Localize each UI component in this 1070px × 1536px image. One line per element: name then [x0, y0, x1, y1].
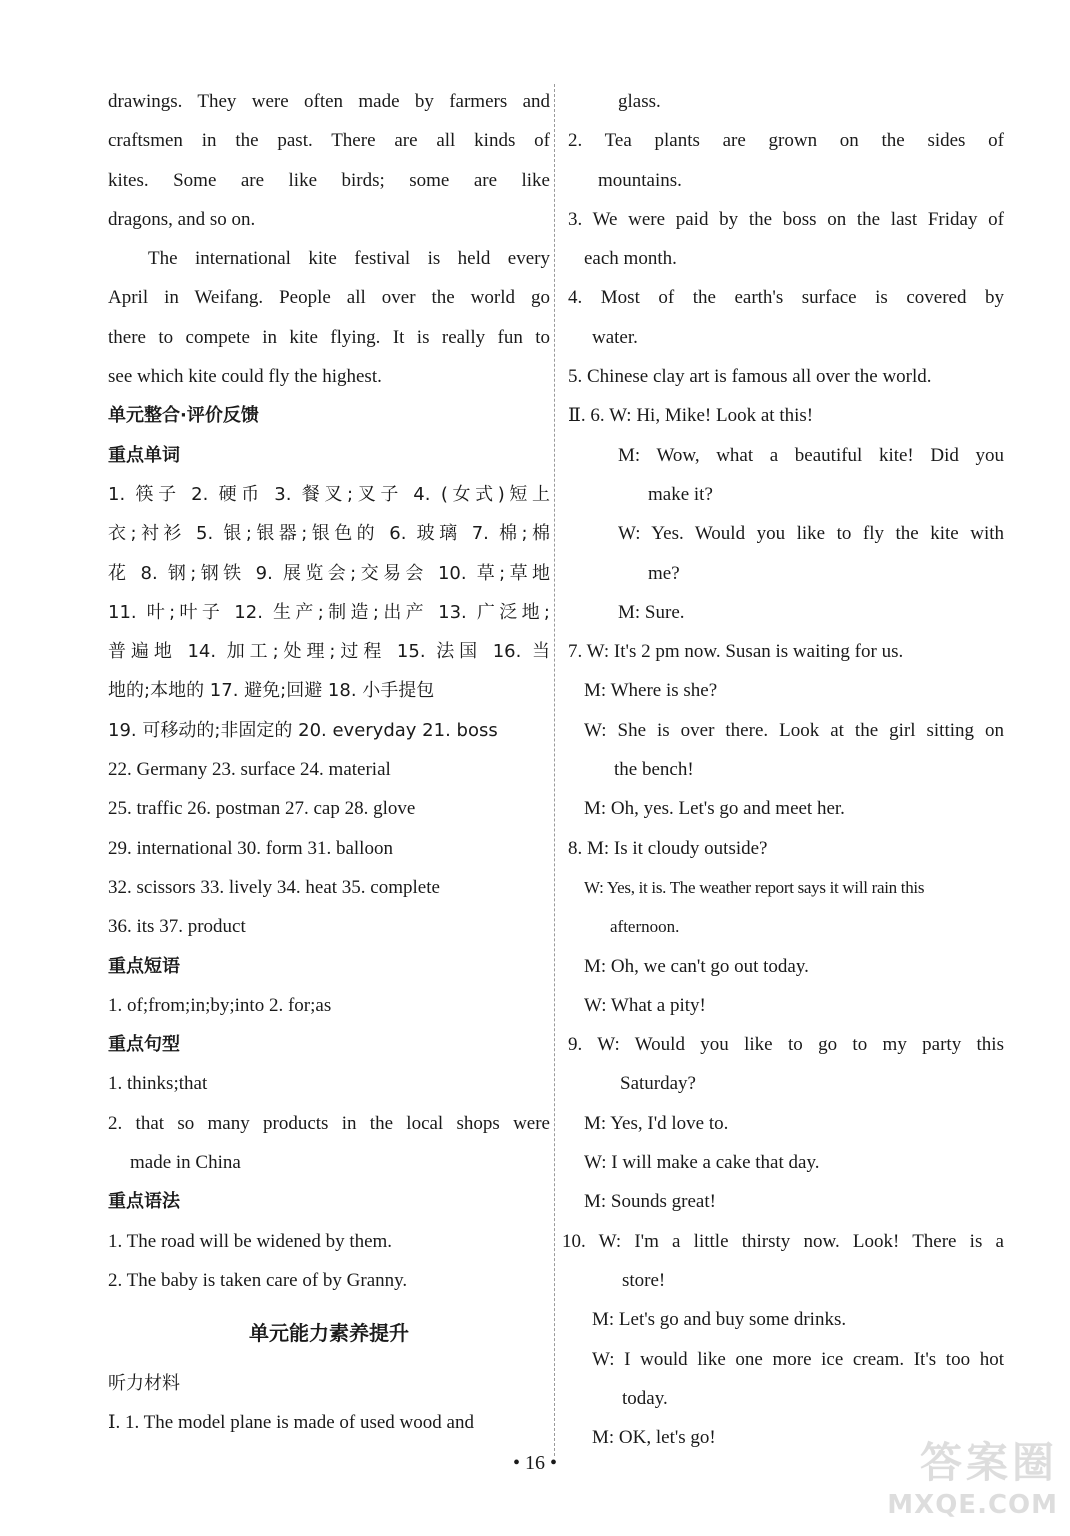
- watermark-top: 答案圈: [919, 1438, 1058, 1487]
- passage-line: kites. Some are like birds; some are like: [108, 169, 550, 191]
- left-column: [108, 82, 550, 1442]
- vocab-line: 地的;本地的 17. 避免;回避 18. 小手提包: [108, 680, 435, 702]
- answer-line: water.: [592, 326, 638, 348]
- passage-line: craftsmen in the past. There are all kinds of: [108, 130, 550, 152]
- answer-line: make it?: [648, 483, 713, 505]
- answer-line: M: Let's go and buy some drinks.: [592, 1309, 847, 1331]
- answer-line: 10. W: I'm a little thirsty now. Look! There is a: [562, 1230, 1004, 1252]
- answer-line: W: She is over there. Look at the girl sitting on: [584, 719, 1004, 741]
- listening-line: Ⅰ. 1. The model plane is made of used wood and: [108, 1411, 474, 1433]
- right-column: [562, 82, 1004, 1457]
- vocab-line: 普遍地 14. 加工;处理;过程 15. 法国 16. 当: [108, 641, 550, 663]
- grammar-line: 1. The road will be widened by them.: [108, 1230, 393, 1252]
- answer-line: Saturday?: [620, 1073, 696, 1095]
- listening-heading: 听力材料: [108, 1372, 180, 1394]
- section-title: 单元整合·评价反馈: [108, 405, 259, 427]
- answer-line: W: Yes. Would you like to fly the kite with: [618, 523, 1004, 545]
- answer-line: 9. W: Would you like to go to my party this: [568, 1034, 1004, 1056]
- answer-line: store!: [622, 1269, 666, 1291]
- answer-line: M: Sounds great!: [584, 1191, 716, 1213]
- answer-line: W: I will make a cake that day.: [584, 1152, 820, 1174]
- page-number: • 16 •: [512, 1452, 557, 1474]
- answer-line: M: Where is she?: [584, 680, 718, 702]
- vocab-line: 22. Germany 23. surface 24. material: [108, 759, 391, 781]
- grammar-heading: 重点语法: [108, 1191, 180, 1213]
- answer-line: glass.: [618, 91, 661, 112]
- answer-line: W: What a pity!: [584, 994, 706, 1016]
- watermark-bottom: MXQE.COM: [887, 1490, 1058, 1520]
- watermark-logo: [878, 1438, 1058, 1530]
- ability-title: 单元能力素养提升: [249, 1321, 409, 1346]
- answer-line: 4. Most of the earth's surface is covered by: [568, 287, 1004, 309]
- sentences-line: made in China: [130, 1152, 241, 1174]
- vocab-line: 花 8. 钢;钢铁 9. 展览会;交易会 10. 草;草地: [108, 562, 550, 584]
- answer-line: the bench!: [614, 759, 694, 781]
- vocab-line: 36. its 37. product: [108, 916, 246, 938]
- answer-line: 8. M: Is it cloudy outside?: [568, 837, 768, 859]
- answer-line: M: Oh, yes. Let's go and meet her.: [584, 798, 845, 820]
- answer-line: afternoon.: [610, 917, 680, 937]
- passage-line: dragons, and so on.: [108, 208, 256, 230]
- vocab-line: 19. 可移动的;非固定的 20. everyday 21. boss: [108, 719, 498, 741]
- sentences-heading: 重点句型: [108, 1034, 180, 1056]
- answer-line: today.: [622, 1387, 668, 1409]
- answer-line: W: I would like one more ice cream. It's too hot: [592, 1348, 1004, 1370]
- vocab-line: 29. international 30. form 31. balloon: [108, 837, 393, 859]
- vocab-line: 1. 筷子 2. 硬币 3. 餐叉;叉子 4. (女式)短上: [108, 483, 550, 505]
- passage-line: The international kite festival is held every: [148, 248, 550, 270]
- answer-line: me?: [648, 562, 680, 584]
- answer-line: mountains.: [598, 169, 682, 191]
- answer-line: Ⅱ. 6. W: Hi, Mike! Look at this!: [568, 405, 814, 427]
- answer-line: W: Yes, it is. The weather report says it will rain this: [584, 877, 925, 897]
- vocab-line: 25. traffic 26. postman 27. cap 28. glove: [108, 798, 416, 820]
- passage-line: drawings. They were often made by farmers and: [108, 91, 550, 112]
- grammar-line: 2. The baby is taken care of by Granny.: [108, 1269, 408, 1291]
- vocab-line: 32. scissors 33. lively 34. heat 35. complete: [108, 876, 440, 898]
- sentences-line: 2. that so many products in the local shops were: [108, 1112, 550, 1134]
- passage-line: there to compete in kite flying. It is really fun to: [108, 326, 550, 348]
- answer-line: 2. Tea plants are grown on the sides of: [568, 130, 1004, 152]
- answer-line: M: Sure.: [618, 601, 685, 623]
- answer-line: each month.: [584, 248, 677, 270]
- vocab-line: 衣;衬衫 5. 银;银器;银色的 6. 玻璃 7. 棉;棉: [108, 523, 550, 545]
- answer-line: 3. We were paid by the boss on the last Friday of: [568, 208, 1004, 230]
- phrases-heading: 重点短语: [108, 955, 180, 977]
- answer-line: M: Yes, I'd love to.: [584, 1112, 729, 1134]
- answer-line: M: Oh, we can't go out today.: [584, 955, 809, 977]
- answer-line: 5. Chinese clay art is famous all over the world.: [568, 366, 932, 388]
- vocab-heading: 重点单词: [108, 444, 180, 466]
- answer-line: M: Wow, what a beautiful kite! Did you: [618, 444, 1004, 466]
- answer-line: 7. W: It's 2 pm now. Susan is waiting for us.: [568, 641, 904, 663]
- column-divider: [554, 84, 555, 1456]
- phrases-line: 1. of;from;in;by;into 2. for;as: [108, 994, 332, 1016]
- passage-line: April in Weifang. People all over the world go: [108, 287, 550, 309]
- answer-line: M: OK, let's go!: [592, 1427, 716, 1449]
- sentences-line: 1. thinks;that: [108, 1073, 208, 1095]
- passage-line: see which kite could fly the highest.: [108, 366, 382, 388]
- vocab-line: 11. 叶;叶子 12. 生产;制造;出产 13. 广泛地;: [108, 601, 550, 623]
